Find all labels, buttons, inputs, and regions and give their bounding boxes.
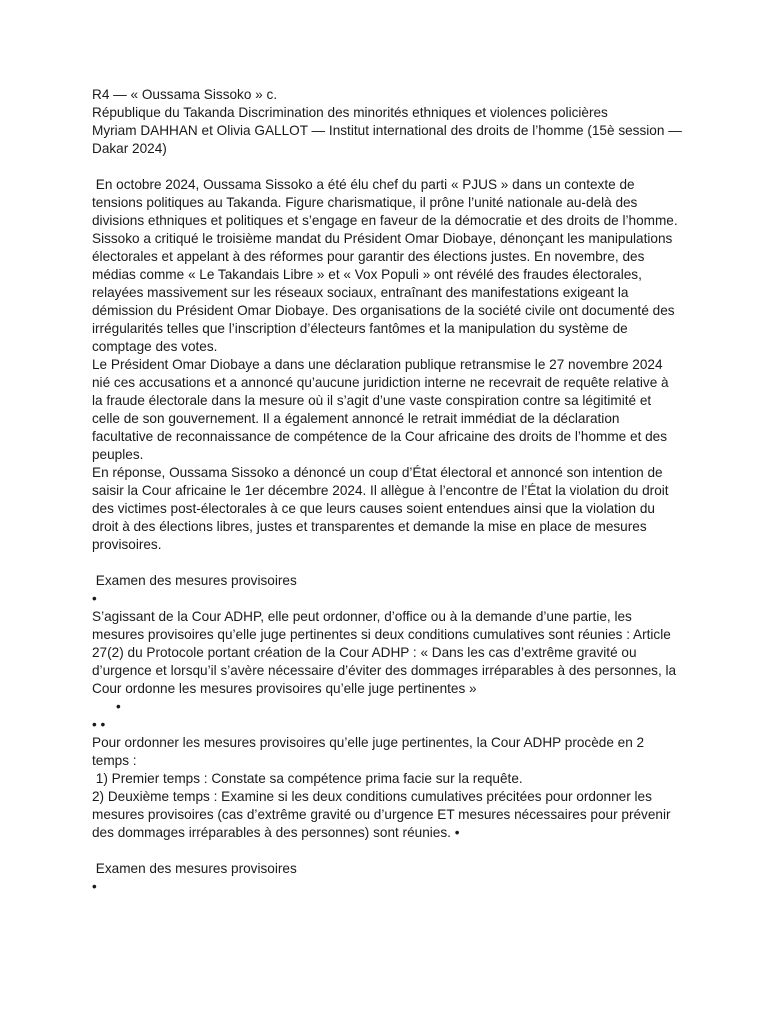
- section1-paragraph-2: Pour ordonner les mesures provisoires qu’elle juge pertinentes, la Cour ADHP procède en 2 temps :: [92, 735, 648, 768]
- facts-paragraph-3: Le Président Omar Diobaye a dans une déclaration publique retransmise le 27 novembre 2024 nié ces accusations et a annoncé qu’aucune juridiction interne ne recevrait de requête relative à la fraude électorale dans la mesure où il s’agit d’une vaste conspiration contre sa légitimité et celle de son gouvernement. Il a également annoncé le retrait immédiat de la déclaration facultative de reconnaissance de compétence de la Cour africaine des droits de l’homme et des peuples.: [92, 357, 673, 462]
- section1-paragraph-1: S’agissant de la Cour ADHP, elle peut ordonner, d’office ou à la demande d’une partie, les mesures provisoires qu’elle juge pertinentes si deux conditions cumulatives sont réunies : Article 27(2) du Protocole portant création de la Cour ADHP : « Dans les cas d’extrême gravité ou d’urgence et lorsqu’il s’avère nécessaire d’éviter des dommages irréparables à des personnes, la Cour ordonne les mesures provisoires qu’elle juge pertinentes »: [92, 609, 680, 696]
- facts-paragraph-4: En réponse, Oussama Sissoko a dénoncé un coup d’État électoral et annoncé son intention de saisir la Cour africaine le 1er décembre 2024. Il allègue à l’encontre de l’État la violation du droit des victimes post-électorales à ce que leurs causes soient entendues ainsi que la violation du droit à des élections libres, justes et transparentes et demande la mise en place de mesures provisoires.: [92, 465, 673, 552]
- facts-paragraph-1: En octobre 2024, Oussama Sissoko a été élu chef du parti « PJUS » dans un contexte de tensions politiques au Takanda. Figure charismatique, il prône l’unité nationale au-delà des divisions ethniques et politiques et s’engage en faveur de la démocratie et des droits de l’homme.: [92, 177, 678, 228]
- section-heading-provisional-measures: Examen des mesures provisoires: [92, 573, 297, 588]
- bullet-marker-pair: • •: [92, 717, 106, 732]
- section-heading-provisional-measures-repeat: Examen des mesures provisoires: [92, 861, 297, 876]
- bullet-marker: •: [92, 591, 97, 606]
- spacer: [92, 842, 682, 860]
- spacer: [92, 158, 682, 176]
- step-1: 1) Premier temps : Constate sa compétence prima facie sur la requête.: [92, 771, 523, 786]
- case-subject: République du Takanda Discrimination des minorités ethniques et violences policières: [92, 105, 608, 120]
- facts-paragraph-2: Sissoko a critiqué le troisième mandat du Président Omar Diobaye, dénonçant les manipulations électorales et appelant à des réformes pour garantir des élections justes. En novembre, des médias comme « Le Takandais Libre » et « Vox Populi » ont révélé des fraudes électorales, relayées massivement sur les réseaux sociaux, entraînant des manifestations exigeant la démission du Président Omar Diobaye. Des organisations de la société civile ont documenté des irrégularités telles que l’inscription d’électeurs fantômes et la manipulation du système de comptage des votes.: [92, 231, 679, 354]
- step-2: 2) Deuxième temps : Examine si les deux conditions cumulatives précitées pour ordonner les mesures provisoires (cas d’extrême gravité ou d’urgence ET mesures nécessaires pour prévenir des dommages irréparables à des personnes) sont réunies. •: [92, 789, 675, 840]
- case-reference: R4 — « Oussama Sissoko » c.: [92, 87, 278, 102]
- bullet-marker: •: [92, 879, 97, 894]
- document-page: [92, 86, 686, 896]
- spacer: [92, 554, 682, 572]
- case-authors: Myriam DAHHAN et Olivia GALLOT — Institut international des droits de l’homme (15è session — Dakar 2024): [92, 123, 686, 156]
- bullet-marker-indented: •: [116, 699, 121, 714]
